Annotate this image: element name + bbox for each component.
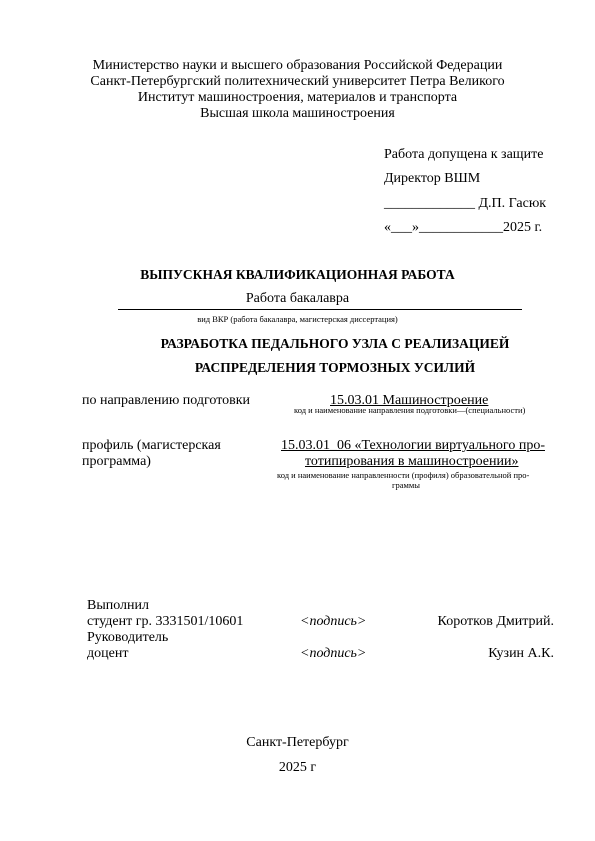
done-by-label: Выполнил — [87, 598, 150, 613]
topic-line-1: РАЗРАБОТКА ПЕДАЛЬНОГО УЗЛА С РЕАЛИЗАЦИЕЙ — [160, 336, 510, 351]
student-group-label: студент гр. 3331501/10601 — [87, 614, 244, 629]
topic-line-2: РАСПРЕДЕЛЕНИЯ ТОРМОЗНЫХ УСИЛИЙ — [194, 360, 476, 375]
approval-director: Директор ВШМ — [384, 171, 481, 186]
direction-value: 15.03.01 Машиностроение — [330, 393, 489, 408]
footer-city: Санкт-Петербург — [246, 735, 349, 750]
approval-date-line: «___»____________2025 г. — [384, 220, 543, 235]
footer-year: 2025 г — [278, 760, 317, 775]
direction-label: по направлению подготовки — [82, 393, 251, 408]
profile-caption-line-2: граммы — [392, 480, 420, 490]
school-name: Высшая школа машиностроения — [200, 106, 395, 121]
profile-value-line-1: 15.03.01_06 «Технологии виртуального про- — [281, 438, 545, 453]
student-signature: <подпись> — [300, 614, 367, 629]
supervisor-signature: <подпись> — [300, 646, 367, 661]
approval-admitted: Работа допущена к защите — [384, 147, 544, 162]
university-name: Санкт-Петербургский политехнический университет Петра Великого — [90, 74, 505, 89]
supervisor-label: Руководитель — [87, 630, 169, 645]
work-type: Работа бакалавра — [245, 291, 350, 306]
work-type-underline — [118, 309, 522, 310]
student-name: Коротков Дмитрий. — [437, 614, 554, 629]
approval-signature-line: _____________ Д.П. Гасюк — [384, 196, 547, 211]
direction-caption: код и наименование направления подготовки—(специальности) — [294, 405, 526, 415]
supervisor-name: Кузин А.К. — [488, 646, 554, 661]
work-title: ВЫПУСКНАЯ КВАЛИФИКАЦИОННАЯ РАБОТА — [140, 267, 455, 282]
profile-caption-line-1: код и наименование направленности (профиля) образовательной про- — [277, 470, 530, 480]
work-type-caption: вид ВКР (работа бакалавра, магистерская диссертация) — [197, 314, 398, 324]
profile-label-line-2: программа) — [82, 454, 151, 469]
profile-value-line-2: тотипирования в машиностроении» — [305, 454, 519, 469]
ministry-name: Министерство науки и высшего образования Российской Федерации — [92, 58, 503, 73]
supervisor-position: доцент — [87, 646, 129, 661]
profile-label-line-1: профиль (магистерская — [82, 438, 221, 453]
institute-name: Институт машиностроения, материалов и транспорта — [137, 90, 458, 105]
